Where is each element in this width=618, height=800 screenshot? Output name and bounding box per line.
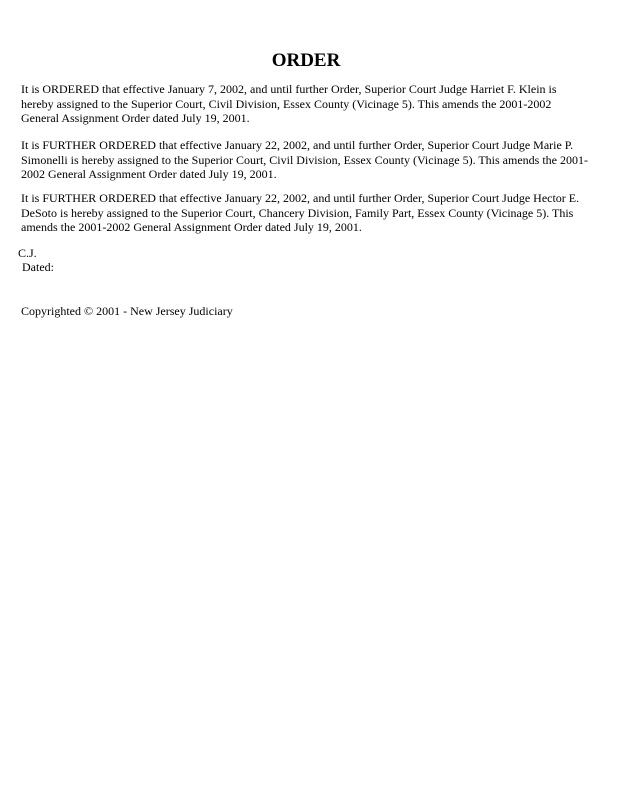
order-paragraph-1-text: It is ORDERED that effective January 7, 2002, and until further Order, Superior Court Judge Harriet F. Klein is hereby assigned to the Superior Court, Civil Division, Essex County (Vicinage 5). This amends the 2001-2002 General Assignment Order dated July 19, 2001. [21,82,557,126]
document-title: ORDER [271,50,341,71]
order-paragraph-3-text: It is FURTHER ORDERED that effective January 22, 2002, and until further Order, Superior Court Judge Hector E. DeSoto is hereby assigned to the Superior Court, Chancery Division, Family Part, Essex County (Vicinage 5). This amends the 2001-2002 General Assignment Order dated July 19, 2001. [21,191,580,235]
order-paragraph-1 [21,82,591,126]
order-paragraph-3 [21,191,591,235]
signature-label: C.J. [18,246,37,260]
dated-label: Dated: [22,260,54,274]
order-paragraph-2-text: It is FURTHER ORDERED that effective January 22, 2002, and until further Order, Superior Court Judge Marie P. Simonelli is hereby assigned to the Superior Court, Civil Division, Essex County (Vicinage 5). This amends the 2001-2002 General Assignment Order dated July 19, 2001. [21,138,588,182]
copyright-notice: Copyrighted © 2001 - New Jersey Judiciary [21,304,233,318]
order-paragraph-2 [21,138,591,182]
